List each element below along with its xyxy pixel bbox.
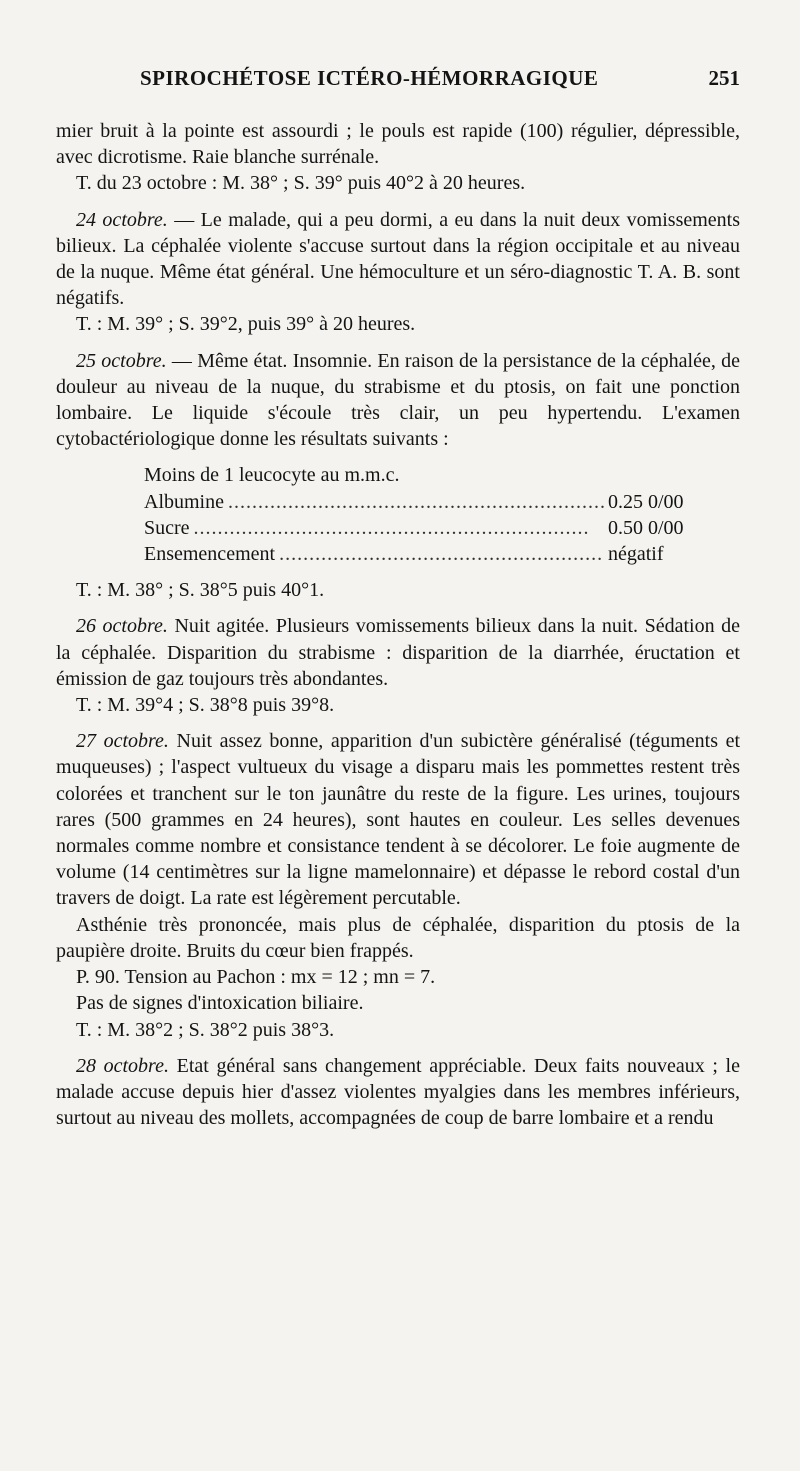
running-title: SPIROCHÉTOSE ICTÉRO-HÉMORRAGIQUE [140, 66, 599, 90]
body-text [56, 118, 740, 1131]
results-value: 0.50 0/00 [608, 516, 684, 539]
dot-leader [194, 515, 604, 541]
text-26-octobre: Nuit agitée. Plusieurs vomissements bilieux dans la nuit. Sédation de la céphalée. Disparition du strabisme : disparition de la diarrhée, éructation et émission de gaz toujours très abondantes. [56, 615, 740, 690]
results-value: négatif [608, 543, 664, 566]
paragraph-27-octobre [56, 728, 740, 911]
paragraph-asthenie: Asthénie très prononcée, mais plus de céphalée, disparition du ptosis de la paupière droite. Bruits du cœur bien frappés. [56, 913, 740, 962]
results-row-ensemencement [144, 541, 704, 567]
temperature-26-octobre: T. : M. 39°4 ; S. 38°8 puis 39°8. [76, 694, 335, 717]
date-25-octobre: 25 octobre. [76, 349, 167, 372]
intoxication-biliaire: Pas de signes d'intoxication biliaire. [76, 992, 364, 1015]
temperature-25-octobre: T. : M. 38° ; S. 38°5 puis 40°1. [76, 579, 325, 602]
results-table [144, 462, 704, 567]
page-number: 251 [708, 66, 740, 90]
tension-pachon: P. 90. Tension au Pachon : mx = 12 ; mn = 7. [76, 966, 436, 989]
page-header [140, 62, 740, 102]
results-row-albumine [144, 489, 704, 515]
paragraph-28-octobre [56, 1053, 740, 1132]
dot-leader [279, 541, 604, 567]
dot-leader [228, 489, 604, 515]
paragraph-24-octobre [56, 207, 740, 312]
results-label: Albumine [144, 490, 224, 513]
text-25-octobre: — Même état. Insomnie. En raison de la persistance de la céphalée, de douleur au niveau de la nuque, du strabisme et du ptosis, on fait une ponction lombaire. Le liquide s'écoule très clair, un peu hypertendu. L'examen cytobactériologique donne les résultats suivants : [56, 349, 740, 451]
date-27-octobre: 27 octobre. [76, 730, 169, 753]
results-label: Ensemencement [144, 543, 276, 566]
temperature-24-octobre: T. : M. 39° ; S. 39°2, puis 39° à 20 heures. [76, 313, 416, 336]
paragraph-26-octobre [56, 613, 740, 692]
text-28-octobre: Etat général sans changement appréciable. Deux faits nouveaux ; le malade accuse depuis hier d'assez violentes myalgies dans les membres inférieurs, surtout au niveau des mollets, accompagnées de coup de barre lombaire et a rendu [56, 1054, 740, 1130]
results-row-sucre [144, 515, 704, 541]
temperature-27-octobre: T. : M. 38°2 ; S. 38°2 puis 38°3. [76, 1018, 335, 1041]
date-26-octobre: 26 octobre. [76, 615, 168, 638]
results-value: 0.25 0/00 [608, 490, 684, 513]
text-24-octobre: — Le malade, qui a peu dormi, a eu dans la nuit deux vomissements bilieux. La céphalée violente s'accuse surtout dans la région occipitale et au niveau de la nuque. Même état général. Une hémoculture et un séro-diagnostic T. A. B. sont négatifs. [56, 208, 740, 310]
paragraph-1: mier bruit à la pointe est assourdi ; le pouls est rapide (100) régulier, dépressible, avec dicrotisme. Raie blanche surrénale. [56, 120, 740, 169]
date-28-octobre: 28 octobre. [76, 1054, 169, 1077]
paragraph-25-octobre [56, 348, 740, 453]
temperature-23-octobre: T. du 23 octobre : M. 38° ; S. 39° puis 40°2 à 20 heures. [76, 172, 526, 195]
text-27-octobre: Nuit assez bonne, apparition d'un subictère généralisé (téguments et muqueuses) ; l'aspect vultueux du visage a disparu mais les pommettes restent très colorées et tranchent sur le ton jaunâtre du reste de la figure. Les urines, toujours rares (500 grammes en 24 heures), sont hautes en couleur. Les selles devenues normales comme nombre et consistance tendent à se décolorer. Le foie augmente de volume (14 centimètres sur la ligne mamelonnaire) et dépasse le rebord costal d'un travers de doigt. La rate est légèrement percutable. [56, 730, 740, 910]
results-label: Sucre [144, 516, 190, 539]
results-intro: Moins de 1 leucocyte au m.m.c. [144, 464, 400, 487]
date-24-octobre: 24 octobre. [76, 208, 168, 231]
